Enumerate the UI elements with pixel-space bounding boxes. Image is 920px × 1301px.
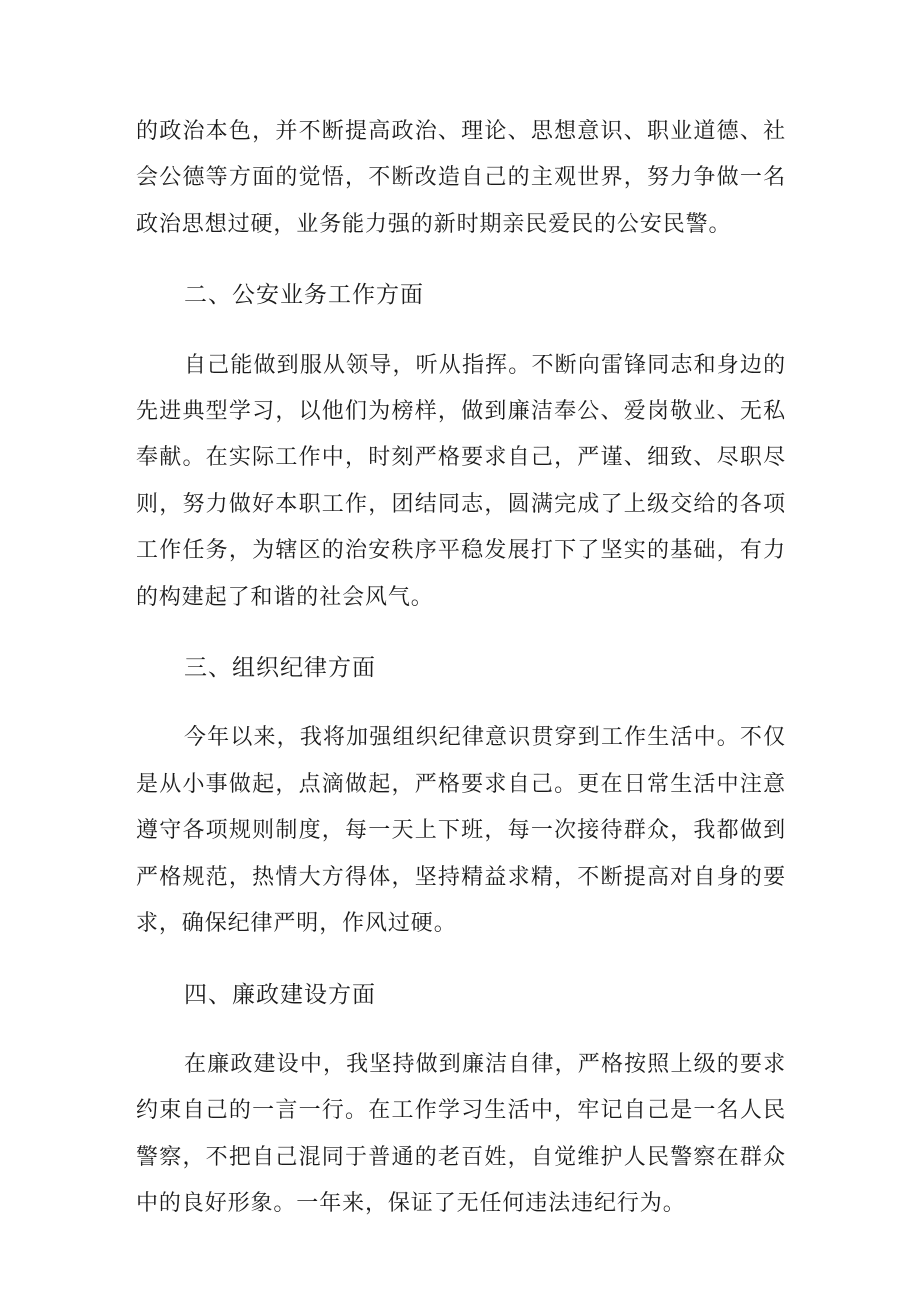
- section-body-discipline: 今年以来，我将加强组织纪律意识贯穿到工作生活中。不仅是从小事做起，点滴做起，严格要求自己。更在日常生活中注意遵守各项规则制度，每一天上下班，每一次接待群众，我都做到严格规范，热情大方得体，坚持精益求精，不断提高对自身的要求，确保纪律严明，作风过硬。: [136, 725, 786, 937]
- section-heading-integrity: 四、廉政建设方面: [184, 981, 376, 1008]
- section-heading-discipline: 三、组织纪律方面: [184, 655, 376, 682]
- intro-paragraph: 的政治本色，并不断提高政治、理论、思想意识、职业道德、社会公德等方面的觉悟，不断改造自己的主观世界，努力争做一名政治思想过硬，业务能力强的新时期亲民爱民的公安民警。: [136, 119, 786, 237]
- section-body-business: 自己能做到服从领导，听从指挥。不断向雷锋同志和身边的先进典型学习，以他们为榜样，做到廉洁奉公、爱岗敬业、无私奉献。在实际工作中，时刻严格要求自己，严谨、细致、尽职尽则，努力做好本职工作，团结同志，圆满完成了上级交给的各项工作任务，为辖区的治安秩序平稳发展打下了坚实的基础，有力的构建起了和谐的社会风气。: [136, 352, 786, 610]
- section-heading-business: 二、公安业务工作方面: [184, 282, 424, 309]
- section-body-integrity: 在廉政建设中，我坚持做到廉洁自律，严格按照上级的要求约束自己的一言一行。在工作学习生活中，牢记自己是一名人民警察，不把自己混同于普通的老百姓，自觉维护人民警察在群众中的良好形象。一年来，保证了无任何违法违纪行为。: [136, 1051, 786, 1217]
- document-body: [136, 109, 786, 1252]
